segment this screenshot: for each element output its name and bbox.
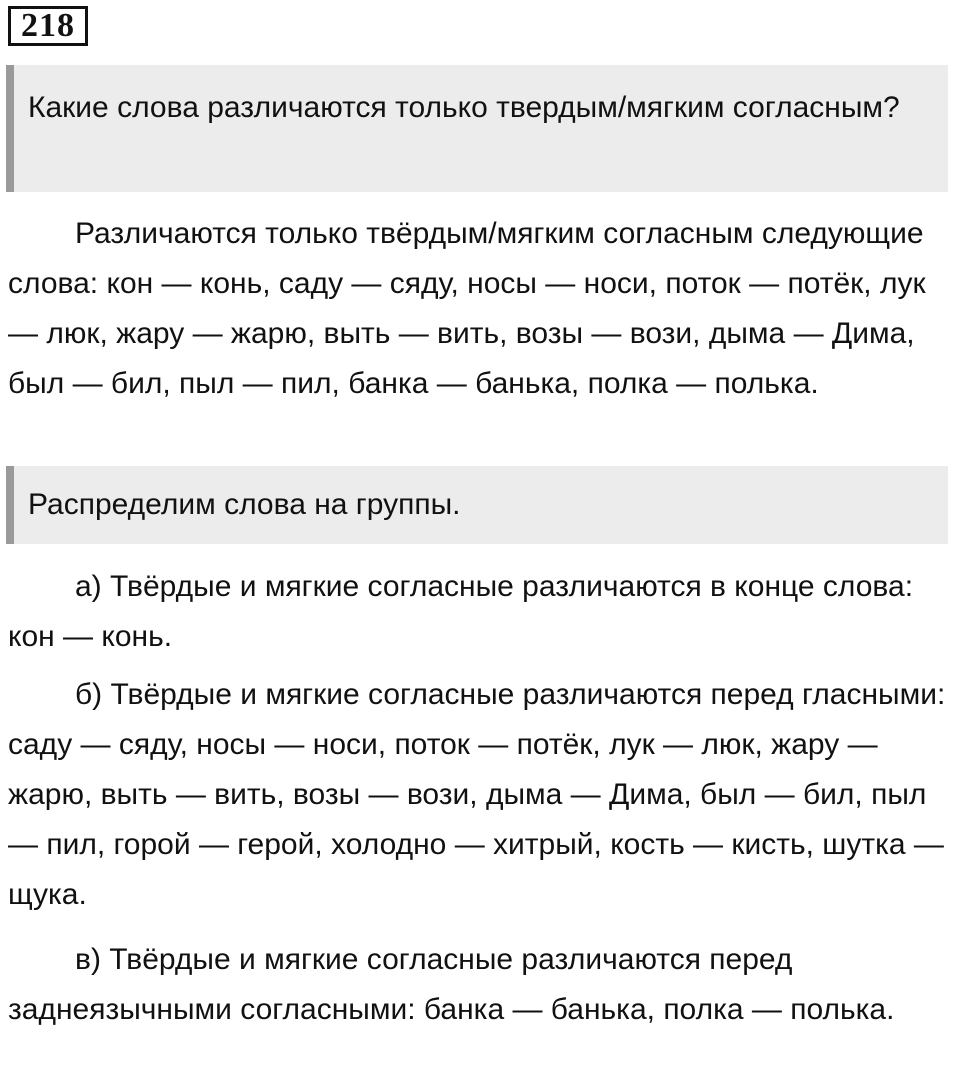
group-c-paragraph: в) Твёрдые и мягкие согласные различаются перед заднеязычными согласными: банка — банька, полка — полька.: [8, 943, 895, 1026]
group-a-paragraph: а) Твёрдые и мягкие согласные различаются в конце слова: кон — конь.: [8, 570, 914, 653]
instruction-text: Распределим слова на группы.: [28, 488, 461, 521]
instruction-box: [6, 466, 948, 544]
answer-paragraph: Различаются только твёрдым/мягким согласным следующие слова: кон — конь, саду — сяду, носы — носи, поток — потёк, лук — люк, жару — жарю, выть — вить, возы — вози, дыма — Дима, был — бил, пыл — пил, банка — банька, полка — полька.: [8, 217, 926, 400]
question-box: [6, 65, 948, 192]
task-number: 218: [8, 6, 88, 46]
group-b-paragraph: б) Твёрдые и мягкие согласные различаются перед гласными: саду — сяду, носы — носи, поток — потёк, лук — люк, жару — жарю, выть — вить, возы — вози, дыма — Дима, был — бил, пыл — пил, горой — герой, холодно — хитрый, кость — кисть, шутка — щука.: [8, 678, 946, 911]
question-text: Какие слова различаются только твердым/мягким согласным?: [28, 91, 900, 124]
